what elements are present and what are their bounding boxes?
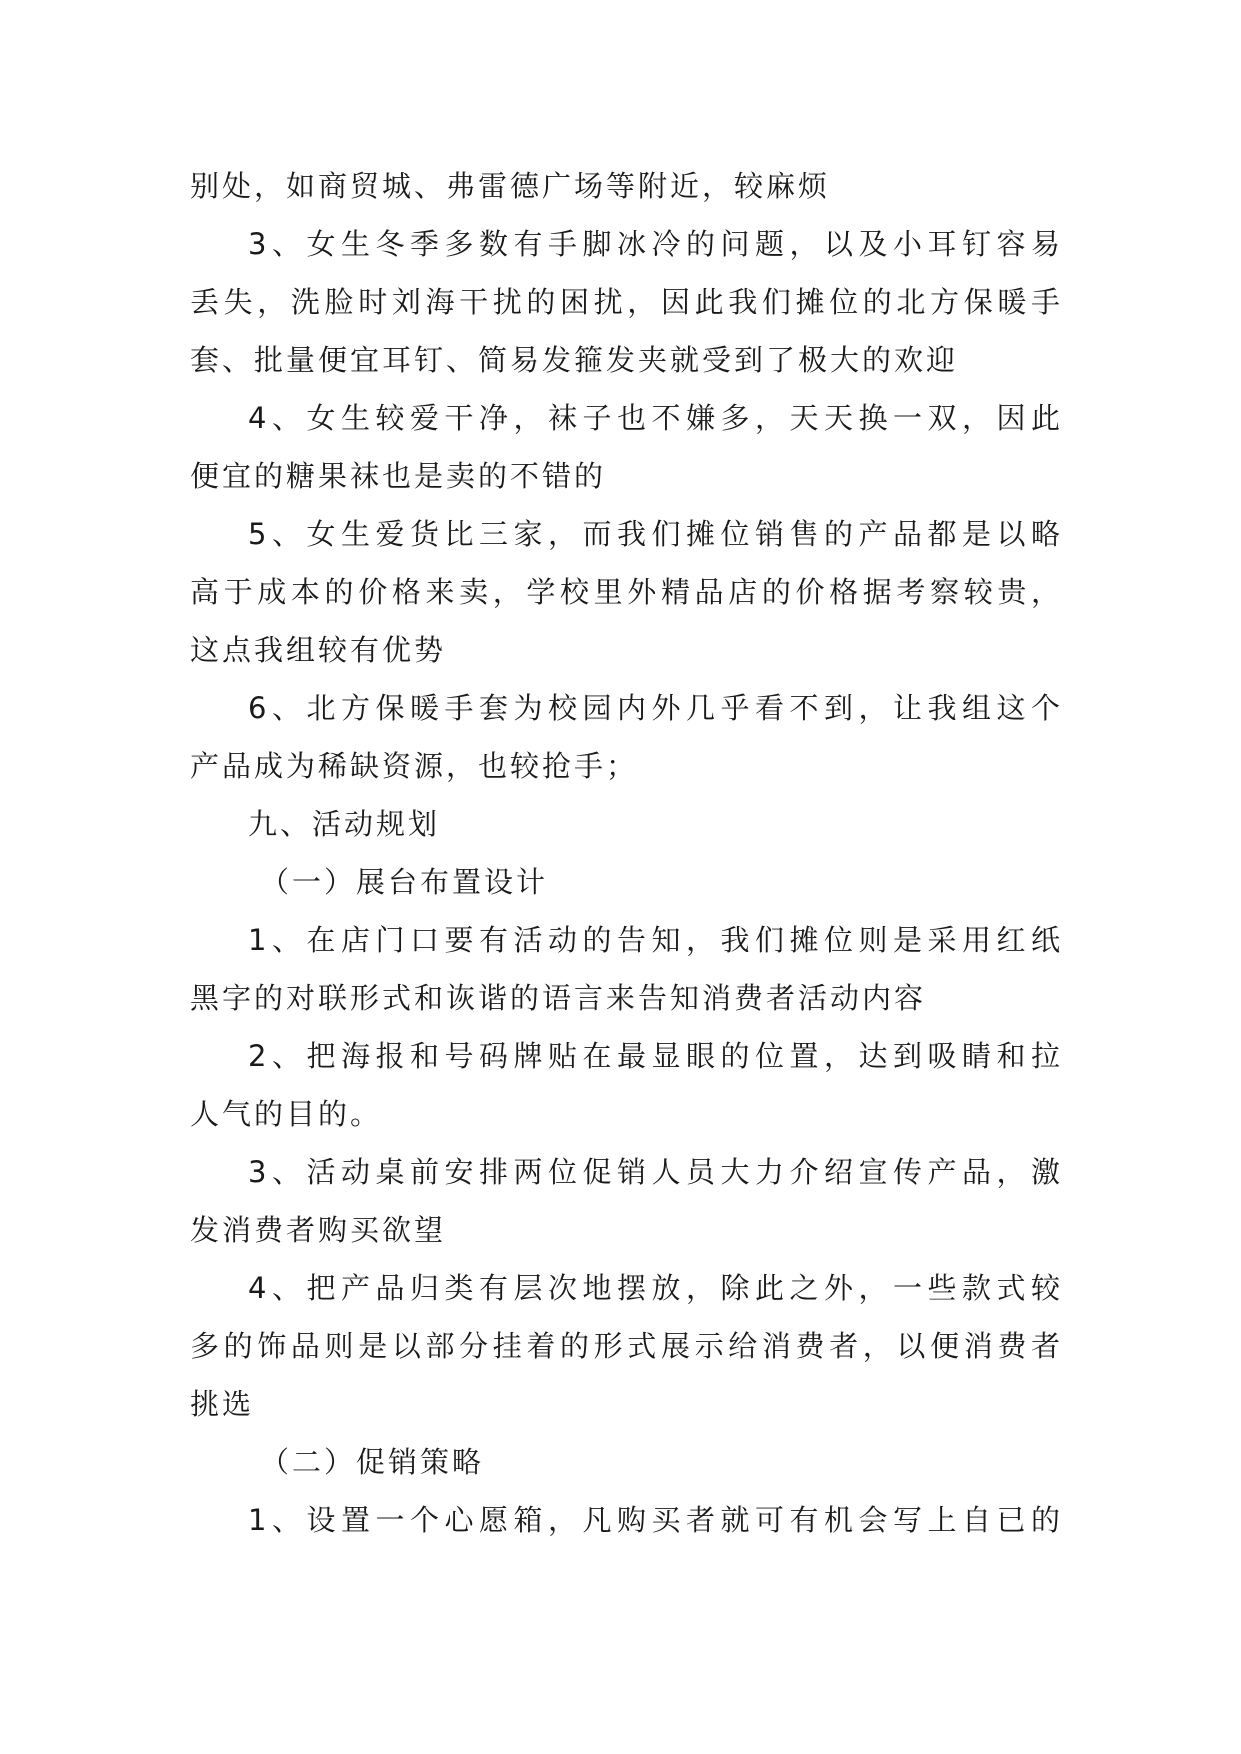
paragraph-line: 套、批量便宜耳钉、简易发箍发夹就受到了极大的欢迎 bbox=[190, 343, 959, 377]
paragraph-line: 6、北方保暖手套为校园内外几乎看不到，让我组这个 bbox=[248, 691, 1060, 725]
paragraph-line: 别处，如商贸城、弗雷德广场等附近，较麻烦 bbox=[190, 169, 831, 203]
paragraph-line: 3、活动桌前安排两位促销人员大力介绍宣传产品，激 bbox=[248, 1155, 1060, 1189]
paragraph-line: 4、把产品归类有层次地摆放，除此之外，一些款式较 bbox=[248, 1271, 1060, 1305]
subsection-heading: （一）展台布置设计 bbox=[260, 865, 549, 899]
paragraph-line: 黑字的对联形式和诙谐的语言来告知消费者活动内容 bbox=[190, 981, 927, 1015]
paragraph-line: 1、设置一个心愿箱，凡购买者就可有机会写上自已的 bbox=[248, 1503, 1060, 1537]
paragraph-line: 挑选 bbox=[190, 1387, 255, 1421]
paragraph-line: 2、把海报和号码牌贴在最显眼的位置，达到吸睛和拉 bbox=[248, 1039, 1060, 1073]
document-body bbox=[190, 157, 1060, 1549]
paragraph-line: 人气的目的。 bbox=[190, 1097, 383, 1131]
section-heading: 九、活动规划 bbox=[248, 807, 441, 841]
paragraph-line: 高于成本的价格来卖，学校里外精品店的价格据考察较贵， bbox=[190, 575, 1060, 609]
paragraph-line: 发消费者购买欲望 bbox=[190, 1213, 447, 1247]
paragraph-line: 多的饰品则是以部分挂着的形式展示给消费者，以便消费者 bbox=[190, 1329, 1060, 1363]
paragraph-line: 3、女生冬季多数有手脚冰冷的问题，以及小耳钉容易 bbox=[248, 227, 1060, 261]
paragraph-line: 5、女生爱货比三家，而我们摊位销售的产品都是以略 bbox=[248, 517, 1060, 551]
paragraph-line: 丢失，洗脸时刘海干扰的困扰，因此我们摊位的北方保暖手 bbox=[190, 285, 1060, 319]
subsection-heading: （二）促销策略 bbox=[260, 1445, 485, 1479]
paragraph-line: 这点我组较有优势 bbox=[190, 633, 447, 667]
paragraph-line: 1、在店门口要有活动的告知，我们摊位则是采用红纸 bbox=[248, 923, 1060, 957]
paragraph-line: 便宜的糖果袜也是卖的不错的 bbox=[190, 459, 607, 493]
paragraph-line: 产品成为稀缺资源，也较抢手； bbox=[190, 749, 639, 783]
paragraph-line: 4、女生较爱干净，袜子也不嫌多，天天换一双，因此 bbox=[248, 401, 1060, 435]
